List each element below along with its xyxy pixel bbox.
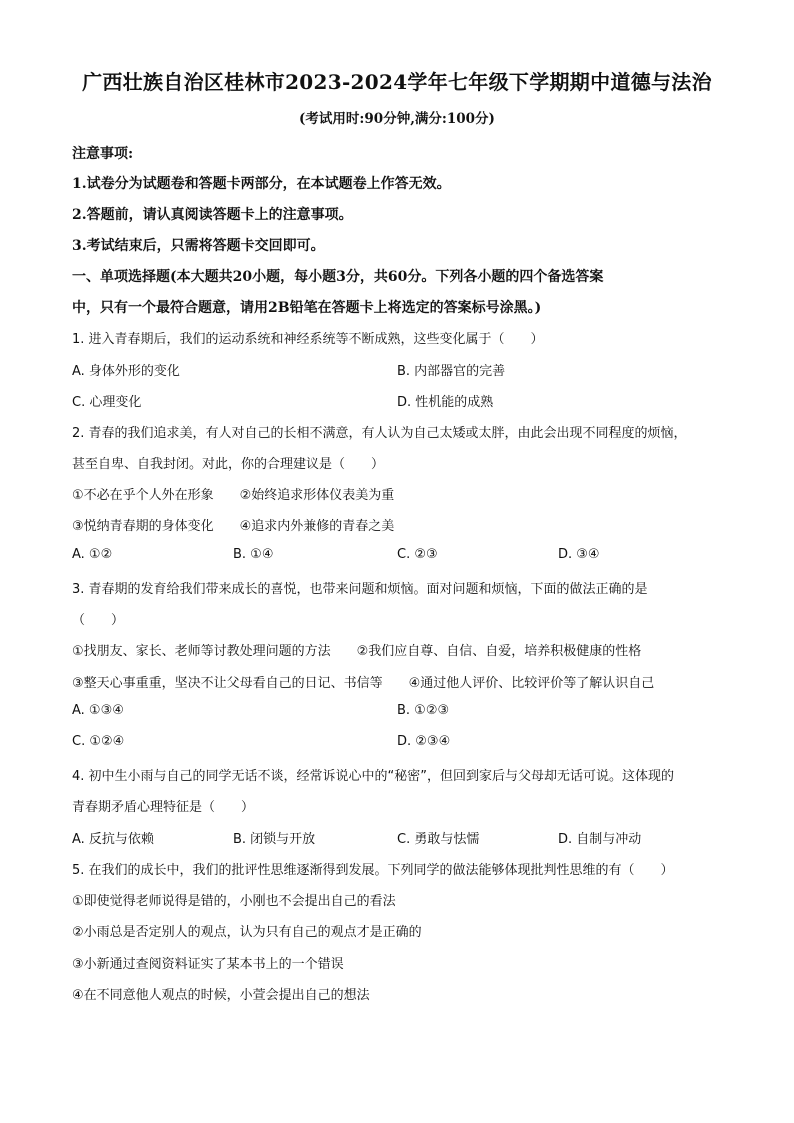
question-3-option-d: D. ②③④ <box>397 734 451 749</box>
question-3-option-c: C. ①②④ <box>72 734 125 749</box>
note-item-1: 1.试卷分为试题卷和答题卡两部分，在本试题卷上作答无效。 <box>72 176 451 192</box>
question-1-stem: 1. 进入青春期后，我们的运动系统和神经系统等不断成熟，这些变化属于（ ） <box>72 332 544 347</box>
question-2-stem-line-1: 2. 青春的我们追求美，有人对自己的长相不满意，有人认为自己太矮或太胖，由此会出现不同程度的烦恼， <box>72 426 687 441</box>
question-1-option-d: D. 性机能的成熟 <box>397 395 494 410</box>
note-item-2: 2.答题前，请认真阅读答题卡上的注意事项。 <box>72 207 353 223</box>
section-instructions-line-2: 中，只有一个最符合题意，请用2B铅笔在答题卡上将选定的答案标号涂黑。) <box>72 300 542 316</box>
question-4-stem-line-2: 青春期矛盾心理特征是（ ） <box>72 800 255 815</box>
question-1-option-b: B. 内部器官的完善 <box>397 364 506 379</box>
question-2-stem-line-2: 甚至自卑、自我封闭。对此，你的合理建议是（ ） <box>72 457 385 472</box>
question-4-stem-line-1: 4. 初中生小雨与自己的同学无话不谈，经常诉说心中的“秘密”，但回到家后与父母却无话可说。这体现的 <box>72 769 675 784</box>
question-3-option-b: B. ①②③ <box>397 703 450 718</box>
question-2-option-a: A. ①② <box>72 547 113 562</box>
exam-subtitle: (考试用时:90分钟,满分:100分) <box>299 111 495 127</box>
question-3-statements-2: ③整天心事重重，坚决不让父母看自己的日记、书信等 ④通过他人评价、比较评价等了解认识自己 <box>72 676 655 691</box>
question-4-option-a: A. 反抗与依赖 <box>72 832 154 847</box>
question-2-option-b: B. ①④ <box>233 547 274 562</box>
question-5-statement-1: ①即使觉得老师说得是错的，小刚也不会提出自己的看法 <box>72 894 396 909</box>
question-1-option-a: A. 身体外形的变化 <box>72 364 180 379</box>
question-4-option-d: D. 自制与冲动 <box>558 832 642 847</box>
question-2-statements-1: ①不必在乎个人外在形象 ②始终追求形体仪表美为重 <box>72 488 395 503</box>
exam-title: 广西壮族自治区桂林市2023-2024学年七年级下学期期中道德与法治 <box>82 70 712 94</box>
question-5-statement-4: ④在不同意他人观点的时候，小萱会提出自己的想法 <box>72 988 370 1003</box>
question-1-option-c: C. 心理变化 <box>72 395 142 410</box>
notes-heading: 注意事项: <box>72 146 134 162</box>
note-item-3: 3.考试结束后，只需将答题卡交回即可。 <box>72 238 325 254</box>
question-2-statements-2: ③悦纳青春期的身体变化 ④追求内外兼修的青春之美 <box>72 519 395 534</box>
section-instructions-line-1: 一、单项选择题(本大题共20小题，每小题3分，共60分。下列各小题的四个备选答案 <box>72 269 604 285</box>
question-5-statement-2: ②小雨总是否定别人的观点，认为只有自己的观点才是正确的 <box>72 925 422 940</box>
question-2-option-d: D. ③④ <box>558 547 600 562</box>
question-3-stem-line-1: 3. 青春期的发育给我们带来成长的喜悦，也带来问题和烦恼。面对问题和烦恼，下面的做法正确的是 <box>72 582 648 597</box>
question-3-stem-line-2: （ ） <box>72 613 125 628</box>
question-3-option-a: A. ①③④ <box>72 703 124 718</box>
question-4-option-c: C. 勇敢与怯懦 <box>397 832 480 847</box>
question-2-option-c: C. ②③ <box>397 547 438 562</box>
question-5-statement-3: ③小新通过查阅资料证实了某本书上的一个错误 <box>72 957 344 972</box>
question-3-statements-1: ①找朋友、家长、老师等讨教处理问题的方法 ②我们应自尊、自信、自爱，培养积极健康的性格 <box>72 644 642 659</box>
question-5-stem: 5. 在我们的成长中，我们的批评性思维逐渐得到发展。下列同学的做法能够体现批判性思维的有（ ） <box>72 863 674 878</box>
question-4-option-b: B. 闭锁与开放 <box>233 832 316 847</box>
